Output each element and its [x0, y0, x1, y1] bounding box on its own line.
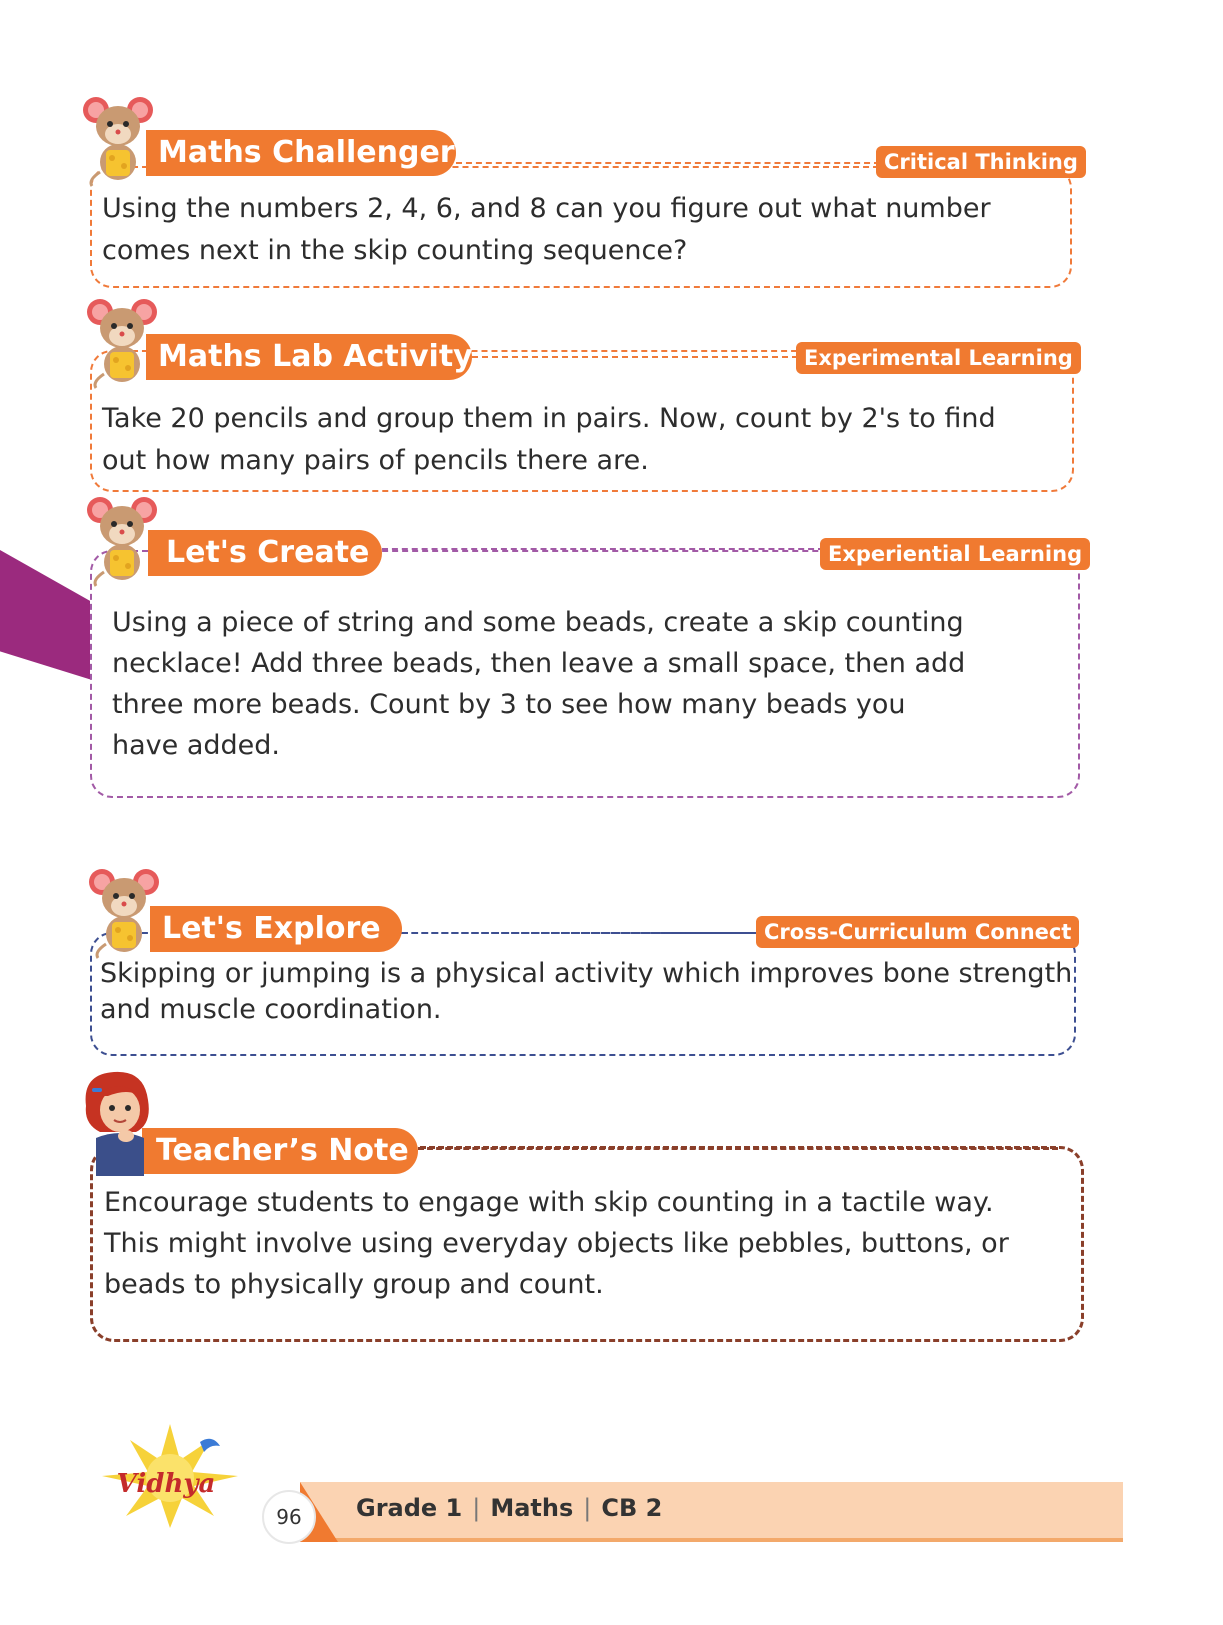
section-title: Let's Explore	[150, 906, 402, 952]
footer-subject: Maths	[490, 1494, 574, 1522]
section-tag: Experimental Learning	[796, 342, 1081, 374]
vidhya-sun-logo	[90, 1420, 260, 1530]
dashed-connector	[418, 1147, 1058, 1150]
section-title: Maths Challenger	[146, 130, 456, 176]
section-title: Maths Lab Activity	[146, 334, 472, 380]
footer-grade: Grade 1	[356, 1494, 463, 1522]
section-tag: Experiential Learning	[820, 538, 1090, 570]
teacher-avatar-icon	[78, 1066, 158, 1176]
section-tag: Critical Thinking	[876, 146, 1086, 178]
mouse-mascot-icon	[86, 296, 162, 390]
logo-text: Vidhya	[116, 1469, 216, 1499]
section-title: Let's Create	[148, 530, 382, 576]
side-color-tab	[0, 550, 92, 680]
section-text: Using a piece of string and some beads, create a skip counting necklace! Add three beads, then leave a small space, then add three more beads. Count by 3 to see how many beads you have added.	[112, 607, 966, 761]
footer-separator: |	[472, 1494, 481, 1522]
dashed-connector	[402, 932, 762, 934]
section-tag: Cross-Curriculum Connect	[756, 916, 1079, 948]
section-lets-explore	[90, 868, 1076, 1056]
section-text: Encourage students to engage with skip counting in a tactile way. This might involve using everyday objects like pebbles, buttons, or beads to physically group and count.	[104, 1187, 1009, 1300]
section-text: Take 20 pencils and group them in pairs. Now, count by 2's to find out how many pairs of pencils there are.	[102, 403, 996, 476]
footer-label	[356, 1494, 662, 1522]
footer-book: CB 2	[601, 1494, 663, 1522]
footer-separator: |	[583, 1494, 592, 1522]
section-teachers-note	[90, 1066, 1084, 1342]
mouse-mascot-icon	[88, 866, 164, 960]
dashed-connector	[472, 356, 798, 358]
section-maths-lab-activity	[90, 300, 1074, 492]
dashed-connector	[456, 162, 880, 164]
section-maths-challenger	[90, 96, 1078, 288]
section-lets-create	[90, 500, 1083, 798]
page-number: 96	[262, 1490, 316, 1544]
section-title: Teacher’s Note	[142, 1128, 418, 1174]
dashed-connector	[382, 548, 824, 550]
section-text: Skipping or jumping is a physical activity which improves bone strength and muscle coordination.	[100, 958, 1073, 1025]
mouse-mascot-icon	[86, 494, 162, 588]
mouse-mascot-icon	[82, 94, 158, 188]
section-text: Using the numbers 2, 4, 6, and 8 can you figure out what number comes next in the skip counting sequence?	[102, 193, 991, 266]
